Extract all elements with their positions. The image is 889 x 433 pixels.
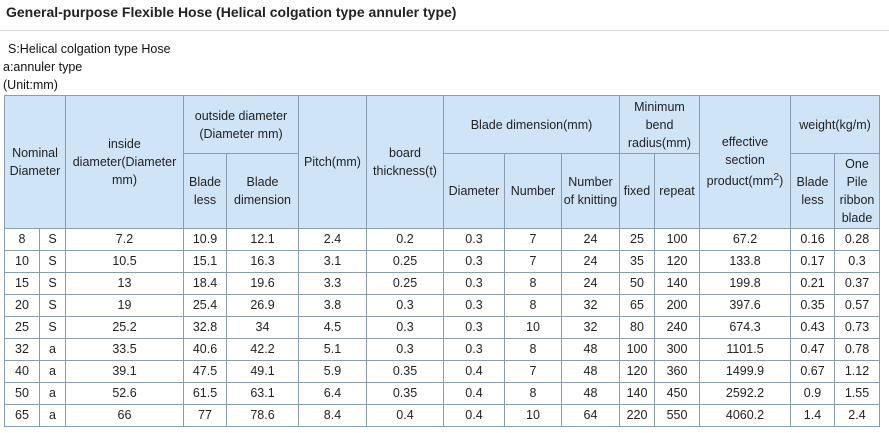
table-cell: 47.5 [184, 361, 227, 383]
table-cell: 8 [505, 295, 562, 317]
table-cell: 2.4 [835, 405, 880, 427]
table-cell: 48 [562, 383, 620, 405]
header-inside-diameter: inside diameter(Diameter mm) [66, 96, 184, 229]
table-row [5, 295, 880, 317]
table-cell: a [40, 339, 66, 361]
table-cell: 0.3 [367, 317, 444, 339]
header-blade-dimension-group: Blade dimension(mm) [444, 96, 620, 154]
table-cell: 0.3 [444, 229, 505, 251]
header-outside-diameter: outside diameter (Diameter mm) [184, 96, 299, 154]
table-cell: 0.73 [835, 317, 880, 339]
table-cell: 0.9 [791, 383, 835, 405]
table-cell: 1.55 [835, 383, 880, 405]
table-cell: 300 [655, 339, 700, 361]
table-cell: 2.4 [299, 229, 367, 251]
table-cell: 6.4 [299, 383, 367, 405]
table-cell: 20 [5, 295, 40, 317]
table-cell: 12.1 [227, 229, 299, 251]
table-cell: 0.37 [835, 273, 880, 295]
table-cell: 0.4 [444, 361, 505, 383]
header-board-thickness: board thickness(t) [367, 96, 444, 229]
table-cell: 140 [620, 383, 655, 405]
header-nominal-diameter: Nominal Diameter [5, 96, 66, 229]
table-cell: 0.35 [791, 295, 835, 317]
table-cell: 0.3 [444, 339, 505, 361]
table-cell: S [40, 295, 66, 317]
table-cell: 24 [562, 251, 620, 273]
table-cell: 3.8 [299, 295, 367, 317]
table-cell: 100 [620, 339, 655, 361]
table-cell: 64 [562, 405, 620, 427]
table-cell: a [40, 405, 66, 427]
table-row [5, 229, 880, 251]
table-cell: 200 [655, 295, 700, 317]
table-cell: 7.2 [66, 229, 184, 251]
table-cell: 32.8 [184, 317, 227, 339]
table-cell: 19.6 [227, 273, 299, 295]
table-cell: 34 [227, 317, 299, 339]
table-cell: 0.25 [367, 273, 444, 295]
table-cell: 4.5 [299, 317, 367, 339]
table-cell: 3.1 [299, 251, 367, 273]
table-cell: 7 [505, 361, 562, 383]
table-cell: 0.47 [791, 339, 835, 361]
header-effective-section [700, 96, 791, 229]
table-cell: 10.9 [184, 229, 227, 251]
table-cell: 2592.2 [700, 383, 791, 405]
table-cell: 49.1 [227, 361, 299, 383]
table-row [5, 361, 880, 383]
effective-section-end: ) [779, 174, 784, 189]
table-cell: 15 [5, 273, 40, 295]
table-cell: 0.21 [791, 273, 835, 295]
table-cell: 8 [505, 383, 562, 405]
table-cell: 32 [562, 317, 620, 339]
table-cell: 140 [655, 273, 700, 295]
table-cell: 0.3 [444, 251, 505, 273]
table-cell: 67.2 [700, 229, 791, 251]
table-cell: 48 [562, 339, 620, 361]
table-cell: 3.3 [299, 273, 367, 295]
table-cell: 8.4 [299, 405, 367, 427]
table-cell: 0.3 [367, 295, 444, 317]
note-unit: (Unit:mm) [3, 78, 58, 92]
table-cell: 360 [655, 361, 700, 383]
header-weight-blade-less: Blade less [791, 154, 835, 229]
table-cell: 0.78 [835, 339, 880, 361]
table-cell: 550 [655, 405, 700, 427]
table-cell: 8 [5, 229, 40, 251]
table-cell: 10 [505, 405, 562, 427]
table-cell: S [40, 273, 66, 295]
table-cell: 15.1 [184, 251, 227, 273]
table-cell: 120 [620, 361, 655, 383]
table-cell: 48 [562, 361, 620, 383]
table-cell: 5.9 [299, 361, 367, 383]
header-weight-one-pile: One Pile ribbon blade [835, 154, 880, 229]
table-cell: 32 [562, 295, 620, 317]
table-row [5, 273, 880, 295]
table-cell: 100 [655, 229, 700, 251]
header-min-bend-radius: Minimum bend radius(mm) [620, 96, 700, 154]
table-cell: 63.1 [227, 383, 299, 405]
table-cell: 18.4 [184, 273, 227, 295]
table-cell: 8 [505, 273, 562, 295]
table-cell: 61.5 [184, 383, 227, 405]
header-bend-repeat: repeat [655, 154, 700, 229]
header-weight: weight(kg/m) [791, 96, 880, 154]
table-cell: 26.9 [227, 295, 299, 317]
table-cell: 1499.9 [700, 361, 791, 383]
table-cell: 199.8 [700, 273, 791, 295]
table-cell: 39.1 [66, 361, 184, 383]
table-cell: 0.28 [835, 229, 880, 251]
table-cell: 10 [5, 251, 40, 273]
table-cell: 220 [620, 405, 655, 427]
table-cell: 0.17 [791, 251, 835, 273]
table-cell: 0.43 [791, 317, 835, 339]
note-annuler-type: a:annuler type [3, 60, 83, 74]
table-cell: 450 [655, 383, 700, 405]
header-bend-fixed: fixed [620, 154, 655, 229]
table-cell: 0.16 [791, 229, 835, 251]
page-title: General-purpose Flexible Hose (Helical colgation type annuler type) [6, 4, 457, 20]
table-cell: 33.5 [66, 339, 184, 361]
table-cell: 0.4 [444, 405, 505, 427]
table-cell: 80 [620, 317, 655, 339]
table-cell: 16.3 [227, 251, 299, 273]
table-cell: 0.35 [367, 383, 444, 405]
table-cell: 0.3 [367, 339, 444, 361]
table-cell: 52.6 [66, 383, 184, 405]
table-cell: 0.35 [367, 361, 444, 383]
table-cell: 25 [5, 317, 40, 339]
table-row [5, 405, 880, 427]
table-cell: 7 [505, 229, 562, 251]
table-cell: 10.5 [66, 251, 184, 273]
header-pitch: Pitch(mm) [299, 96, 367, 229]
effective-section-sup: 2 [773, 172, 780, 184]
effective-section-text: effective section product(mm [706, 135, 774, 189]
table-cell: 0.4 [367, 405, 444, 427]
table-cell: S [40, 229, 66, 251]
table-cell: 1.12 [835, 361, 880, 383]
table-cell: 5.1 [299, 339, 367, 361]
table-cell: 8 [505, 339, 562, 361]
table-cell: S [40, 251, 66, 273]
table-cell: 25 [620, 229, 655, 251]
table-cell: 25.2 [66, 317, 184, 339]
header-blade-number: Number [505, 154, 562, 229]
table-cell: 50 [5, 383, 40, 405]
table-cell: 78.6 [227, 405, 299, 427]
table-cell: 120 [655, 251, 700, 273]
table-cell: 42.2 [227, 339, 299, 361]
note-helical-type: S:Helical colgation type Hose [8, 42, 171, 56]
table-cell: 0.3 [444, 317, 505, 339]
table-cell: 66 [66, 405, 184, 427]
table-row [5, 339, 880, 361]
table-cell: 0.3 [835, 251, 880, 273]
table-cell: 1101.5 [700, 339, 791, 361]
table-row [5, 251, 880, 273]
table-cell: 24 [562, 273, 620, 295]
table-cell: 4060.2 [700, 405, 791, 427]
table-cell: 24 [562, 229, 620, 251]
table-cell: 35 [620, 251, 655, 273]
table-cell: a [40, 383, 66, 405]
header-outside-blade-dimension: Blade dimension [227, 154, 299, 229]
table-cell: a [40, 361, 66, 383]
table-cell: 10 [505, 317, 562, 339]
hose-spec-table [4, 95, 880, 427]
title-divider [0, 30, 889, 31]
table-cell: 674.3 [700, 317, 791, 339]
table-cell: 13 [66, 273, 184, 295]
table-cell: 240 [655, 317, 700, 339]
table-cell: 19 [66, 295, 184, 317]
table-cell: 0.3 [444, 273, 505, 295]
table-cell: 0.2 [367, 229, 444, 251]
table-cell: 0.67 [791, 361, 835, 383]
table-cell: 133.8 [700, 251, 791, 273]
table-row [5, 317, 880, 339]
table-cell: 65 [5, 405, 40, 427]
table-cell: 0.3 [444, 295, 505, 317]
table-cell: 7 [505, 251, 562, 273]
table-body [5, 229, 880, 427]
table-cell: S [40, 317, 66, 339]
header-blade-diameter: Diameter [444, 154, 505, 229]
header-outside-blade-less: Blade less [184, 154, 227, 229]
table-cell: 65 [620, 295, 655, 317]
table-cell: 50 [620, 273, 655, 295]
table-cell: 32 [5, 339, 40, 361]
table-cell: 397.6 [700, 295, 791, 317]
header-number-of-knitting: Number of knitting [562, 154, 620, 229]
table-cell: 25.4 [184, 295, 227, 317]
table-cell: 0.25 [367, 251, 444, 273]
table-cell: 40 [5, 361, 40, 383]
table-cell: 0.4 [444, 383, 505, 405]
table-cell: 1.4 [791, 405, 835, 427]
table-cell: 40.6 [184, 339, 227, 361]
table-cell: 77 [184, 405, 227, 427]
table-cell: 0.57 [835, 295, 880, 317]
table-row [5, 383, 880, 405]
